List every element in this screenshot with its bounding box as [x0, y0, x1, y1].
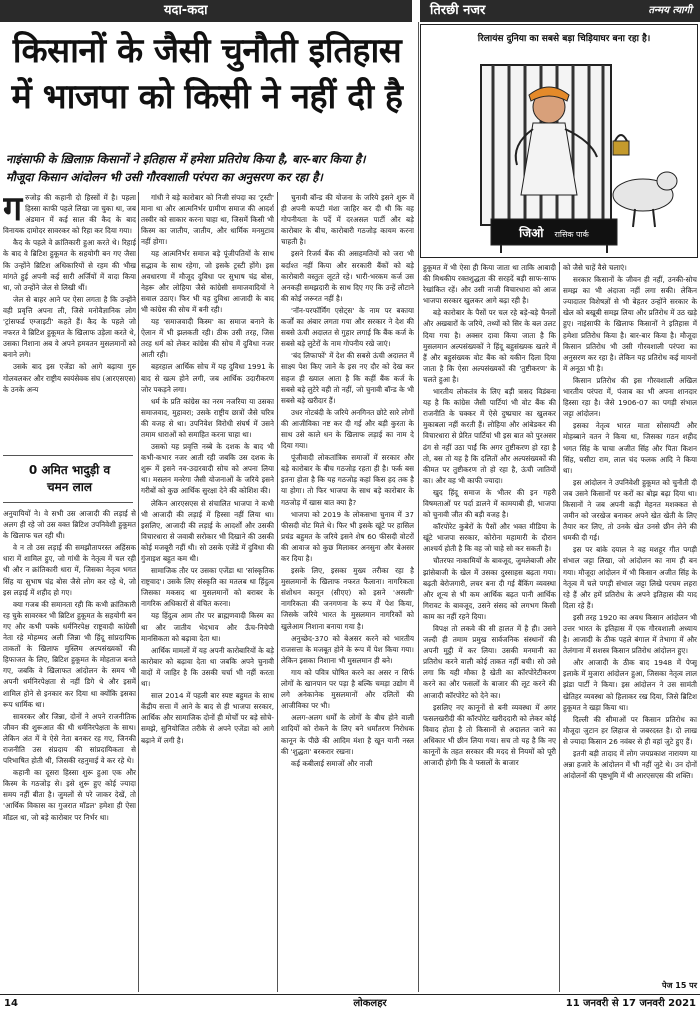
paragraph: इस आंदोलन ने उपनिवेशी हुकूमत को चुनौती दी जब उसने किसानों पर करों का बोझ बढ़ा दिया था। किसानों ने जब अपनी कड़ी मेहनत मशक्कत से जमीन को जरखेज बनाकर अपने खेत खेती के लिए तैयार कर लिए, तो उनके खेत उनसे छीन लेने की धमकी दी गई।	[563, 477, 697, 543]
divider	[3, 455, 133, 456]
paragraph: क्या गजब की समानता रही कि कभी क्रांतिकारी रह चुके सावरकर भी ब्रिटिश हुकूमत के सहयोगी बन गए और कभी पक्के धर्मनिरपेक्ष राष्ट्रवादी कांग्रेसी नेता रहे मोहम्मद अली जिन्ना भी हिंदू सांप्रदायिक ताकतों के खिलाफ मुस्लिम अल्पसंख्यकों की हिफाजत के लिए, ब्रिटिश हुकूमत के मोहताज बनते गए, जबकि वे खिलाफत आंदोलन के समय भी अपनी धर्मनिरपेक्षता से नहीं डिगे थे और इसमें शामिल होने से इनकार कर दिया था क्योंकि इसका रूप धार्मिक था।	[3, 599, 136, 709]
column-rule	[277, 192, 278, 992]
column-4	[423, 262, 556, 992]
paragraph: भारतीय लोकतंत्र के लिए बड़ी त्रासद विडंबना यह है कि कांग्रेस जैसी पार्टियां भी वोट बैंक की राजनीति के चक्कर में ऐसे दुष्प्रचार का खुलकर मुकाबला नहीं करती हैं। लोहिया और आंबेडकर की विचारधारा से प्रेरित पार्टियां भी इस बात को पुरअसर ढंग से नहीं उठा पाईं कि अगर तुष्टीकरण हो रहा है तो, बस तो यह है कि दलितों और अल्पसंख्यकों की कीमत पर तुष्टीकरण तो हो रहा है, ऊंची जातियों का। और वह भी काफी ज्यादा।	[423, 387, 556, 485]
paragraph: गांधी ने बड़े कारोबार को निजी संपदा का 'ट्रस्टी' माना था और आत्मनिर्भर ग्रामीण समाज की आदर्श तस्वीर को साकार करना चाहा था, जिसमें किसी भी किस्म का जातीय, जातीय, और धार्मिक मनमुटाव नहीं होगा।	[141, 193, 274, 247]
sign-word: जिओ	[519, 226, 544, 240]
headline-line-2: में भाजपा को किसी ने नहीं दी है	[11, 77, 403, 117]
paragraph: इसी तरह 1920 का अवध किसान आंदोलन भी उत्तर भारत के इतिहास में एक गौरवशाली अध्याय है। आजादी के ठीक पहले बंगाल में तेभागा में और तेलंगाना में सशस्त्र किसान प्रतिरोध आंदोलन हुए।	[563, 612, 697, 656]
paragraph: भाजपा को 2019 के लोकसभा चुनाव में 37 फीसदी वोट मिले थे। फिर भी इसके खूंटे पर हासिल प्रचंड बहुमत के जरिये इसने शेष 60 फीसदी वोटरों की आवाज को कुछ मिलाकर अनसुना और बेअसर कर दिया है।	[281, 509, 414, 563]
paragraph: साल 2014 में पहली बार स्पष्ट बहुमत के साथ केंद्रीय सत्ता में आने के बाद से ही भाजपा सरकार, आर्थिक और सामाजिक दोनों ही मोर्चों पर बड़े सोचे-समझे, सुनियोजित तरीके से अपने एजेंडा को आगे बढ़ाने में लगी है।	[141, 691, 274, 745]
paragraph: और आजादी के ठीक बाद 1948 में पेप्सू इलाके में मुजारा आंदोलन हुआ, जिसका नेतृत्व लाल झंडा पार्टी ने किया। इस आंदोलन ने उस सामंती खेतिहर व्यवस्था को हिलाकर रख दिया, जिसे ब्रिटिश हुकूमत ने खड़ा किया था।	[563, 658, 697, 712]
column-1-bottom	[3, 508, 136, 990]
byline-line-1: 0 अमित भादुड़ी व	[28, 463, 111, 477]
paragraph: आर्थिक मामलों में यह अपनी कारोबारियों के बड़े कारोबार को बढ़ावा देता था जबकि अपने चुनावी वादों में जाहिर है कि उसकी चर्चा भी नहीं करता था।	[141, 645, 274, 689]
page-headline	[0, 28, 414, 120]
paragraph: किसान प्रतिरोध की इस गौरवशाली अखिल भारतीय परंपरा में, पंजाब का भी अपना शानदार हिस्सा रहा है। जैसे 1906-07 का पगड़ी संभाल जट्टा आंदोलन।	[563, 375, 697, 419]
paragraph: खुद हिंदू समाज के भीतर की इन गहरी विषमताओं पर पर्दा डालने में कामयाबी ही, भाजपा को चुनावी जीत की बड़ी वजह है।	[423, 487, 556, 520]
publication-name: लोकलहर	[353, 998, 387, 1009]
paragraph: सावरकर और जिन्ना, दोनों ने अपने राजनीतिक जीवन की शुरूआत की थी धर्मनिरपेक्षता के साथ। लेकिन अंत में वे ऐसे नेता बनकर रह गए, जिनकी राजनीति उस संप्रदाय की सांप्रदायिकता से परिभाषित होती थी, जिसकी रहनुमाई वे कर रहे थे।	[3, 711, 136, 766]
paragraph: गाय को पवित्र घोषित करने का असर न सिर्फ लोगों के खानपान पर पड़ा है बल्कि चमड़ा उद्योग में लगे अनेकानेक मुसलमानों और दलितों की आजीविका पर भी।	[281, 667, 414, 711]
paragraph: इतनी बड़ी तादाद में लोग जयप्रकाश नारायण या अन्ना हजारे के आंदोलन में भी नहीं जुटे थे। उन दोनों आंदोलनों की पृष्ठभूमि में थी आरएसएस की शक्ति।	[563, 749, 697, 781]
paragraph: बहरहाल आर्थिक सोच में यह दुविधा 1991 के बाद से खत्म होने लगी, जब आर्थिक उदारीकरण जोर पकड़ने लगा।	[141, 362, 274, 394]
paragraph: अनुच्छेद-370 को बेअसर करने को भारतीय राजसत्ता के मजबूत होने के रूप में पेश किया गया। लेकिन इसका निशाना भी मुसलमान ही बने।	[281, 633, 414, 665]
column-2	[141, 192, 274, 992]
drop-cap: ग	[3, 192, 23, 229]
paragraph: उसको यह प्रवृत्ति नब्बे के दशक के बाद भी कभी-कभार नजर आती रही जबकि उस दशक के शुरू में इसने नव-उदारवादी सोच को अपना लिया था। मसलन मनरेगा जैसी योजनाओं के जरिये इसने गरीबों को कुछ आर्थिक सुरक्षा देने की कोशिश की।	[141, 442, 274, 496]
paragraph: 'नॉन-परफॉर्मिंग एसेट्स' के नाम पर बकाया कर्जों का अंबार लगता गया और सरकार ने देश की सबसे ऊंची अदालत से गुहार लगाई कि बैंक कर्ज के सबसे बड़े लुटेरों के नाम गोपनीय रखे जाएं।	[281, 305, 414, 349]
column-5	[563, 262, 697, 978]
byline-line-2: चमन लाल	[46, 480, 92, 494]
column-rule	[418, 22, 419, 992]
paragraph: को जैसे चाहें वैसे चलाएं।	[563, 263, 627, 272]
cartoon-caption: रिलायंस दुनिया का सबसे बड़ा चिड़ियाघर बना रहा है।	[477, 34, 651, 44]
paragraph: यह हिंदुत्व आम तौर पर ब्राह्मणवादी किस्म का था और जातीय भेदभाव और ऊँच-निचेपी मानसिकता को बढ़ावा देता था।	[141, 611, 274, 643]
paragraph: कॉरपोरेट कुबेरों के पैसों और भक्त मीडिया के खूंटे भाजपा सरकार, कोरोना महामारी के दौरान आश्चर्य होती है कि वह जो चाहे सो कर सकती है।	[423, 522, 556, 554]
section-label: यदा-कदा	[164, 3, 208, 18]
section-bar-left	[0, 0, 412, 22]
paragraph: सामाजिक तौर पर उसका एजेंडा था 'सांस्कृतिक राष्ट्रवाद'। उसके लिए संस्कृति का मतलब था हिंदुत्व जिसका मकसद था मुसलमानों को बराबर के नागरिक अधिकारों से वंचित करना।	[141, 566, 274, 609]
paragraph: हुकूमत में भी ऐसा ही किया जाता था ताकि आबादी की मिथकीय रक्तशुद्धता की सरहदें बड़ी साफ-साफ रेखांकित रहें। और उसी नाजी विचारधारा को आज भाजपा सरकार खुलकर आगे बढ़ा रही है।	[423, 263, 556, 306]
cartoon-sign	[491, 219, 617, 245]
intro-line-2: मौजूदा किसान आंदोलन भी उसी गौरवशाली परंपरा का अनुसरण कर रहा है।	[6, 170, 323, 184]
paragraph: बड़े कारोबार के पैसों पर चल रहे बड़े-बड़े चैनलों और अखबारों के जरिये, तथ्यों को सिर के बल उलट दिया गया है। अक्सर दावा किया जाता है कि मुसलमान अल्पसंख्यकों ने हिंदू बहुसंख्यक खतरे में हैं और बहुसंख्यक वोट बैंक को यकीन दिला दिया जाता है कि ऐसा अल्पसंख्यकों की 'तुष्टीकरण' के चलते हुआ है।	[423, 308, 556, 384]
paragraph: जेल से बाहर आने पर ऐसा लगता है कि उन्होंने वही प्रवृत्ति अपना ली, जिसे मनोवैज्ञानिक लोग 'ट्रांसफर्ड एग्जाइटी' कहते हैं। कैद के पहले जो नफरत वे ब्रिटिश हुकूमत के खिलाफ उड़ेला करते थे, उसका निशाना अब वे अपने हमवतन मुसलमानों को बनाने लगे।	[3, 294, 136, 360]
headline-line-1: किसानों के जैसी चुनौती इतिहास	[12, 31, 402, 71]
paragraph: लेकिन आरएसएस से संचालित भाजपा ने कभी भी आजादी की लड़ाई में हिस्सा नहीं लिया था। इसलिए, आजादी की लड़ाई के आदर्शों और उसकी विचारधारा से जवाबी सरोकार भी दिखाने की उसकी कोई मजबूरी नहीं थी। सो उसके एजेंडे में दुविधा की गुंजाइश बहुत कम थी।	[141, 498, 274, 563]
paragraph: कहानी का दूसरा हिस्सा शुरू हुआ एक और किस्म के गठजोड़ से। इसे शुरू हुए कोई ज्यादा समय नहीं बीता है। जुमलों से परे जाकर देखें, तो 'आर्थिक विकास का गुजरात मॉडल' हमेशा ही ऐसा मॉडल था, जो बड़े कारोबार पर निर्भर था।	[3, 768, 136, 822]
divider	[3, 502, 133, 503]
paragraph: पूंजीवादी लोकतांत्रिक समाजों में सरकार और बड़े कारोबार के बीच गठजोड़ रहता ही है। फर्क बस इतना होता है कि यह गठजोड़ कहां किस हद तक है या होगा। तो फिर भाजपा के साथ बड़े कारोबार के गठजोड़ में खास बात क्या है?	[281, 453, 414, 507]
paragraph: वे न तो उस लड़ाई की समझौतापरस्त अहिंसक धारा में शामिल हुए, जो गांधी के नेतृत्व में चल रही थी और न क्रांतिकारी धारा में, जिसका नेतृत्व भगत सिंह या सुभाष चंद्र बोस जैसे लोग कर रहे थे, जो इस लड़ाई में शहीद हो गए।	[3, 543, 136, 597]
column-3	[281, 192, 414, 992]
column-rule	[138, 192, 139, 992]
intro-line-1: नाइंसाफी के ख़िलाफ़ किसानों ने इतिहास में हमेशा प्रतिरोध किया है, बार-बार किया है।	[6, 152, 366, 166]
paragraph: इसका नेतृत्व भारत माता सोसायटी और मोहब्बाने वतन ने किया था, जिसका गठन शहीद भगत सिंह के चाचा अजीत सिंह और पिता किशन सिंह, घसीटा राम, लाल चंद फलक आदि ने किया था।	[563, 421, 697, 475]
section-label-right: तिरछी नजर	[430, 3, 486, 18]
paragraph: उधर नोटबंदी के जरिये अनगिनत छोटे सारे लोगों की आजीविका नष्ट कर दी गई और बड़ी कुरता के साथ उसे काले धन के खिलाफ लड़ाई का नाम दे दिया गया।	[281, 407, 414, 451]
issue-date: 11 जनवरी से 17 जनवरी 2021	[565, 998, 696, 1009]
footer-rule	[0, 994, 700, 995]
paragraph: इसलिए नए कानूनों से बनी व्यवस्था में अगर फसलखरीदी की कॉरपोरेट खरीददारी को लेकर कोई विवाद होता है तो किसानों से अदालत जाने का अधिकार भी छीन लिया गया। सच तो यह है कि नए कानूनों के तहत सरकार की मदद से नियमों को पूरी आजादी होगी कि वे फसलों के बाजार	[423, 702, 556, 768]
paragraph: रुजोड़ की कहानी दो हिस्सों में है। पहला हिस्सा काफी पहले लिखा जा चुका था, जब अंडमान में कई साल की कैद के बाद विनायक दामोदर सावरकर को रिहा कर दिया गया।	[3, 193, 136, 236]
paragraph: इसने रिजर्व बैंक की असहमतियों को जरा भी बर्दाश्त नहीं किया और सरकारी बैंकों को बड़े कारोबारी वस्तुतः लूटते रहे। भारी-भरकम कर्ज उस अनकही समझदारी के साथ दिए गए कि उन्हें लौटाने की कोई जरूरत नहीं है।	[281, 249, 414, 303]
column-rule	[559, 262, 560, 992]
paragraph: धर्म के प्रति कांग्रेस का नरम नजरिया या उसका समाजवाद, मुहावरा; उसके राष्ट्रीय छात्रों जैसे चरित्र की वजह से था। उपनिवेश विरोधी संघर्ष में उसने तमाम धाराओं को समाहित करना चाहा था।	[141, 396, 274, 439]
continued-note: पेज 15 पर	[662, 981, 697, 990]
paragraph: विपक्ष तो लकवे की सी हालत में है ही। उसने जल्दी ही तमाम प्रमुख सार्वजनिक संस्थानों की अपनी मुट्ठी में कर लिया। उसकी मनमानी का प्रतिरोध करने वाली कोई ताकत नहीं बची। सो उसे लगा कि यही मौका है खेती का कॉरपोरेटीकरण करने का और फसलों के बाजार की लूट करने की आजादी कॉरपोरेट को देने का।	[423, 624, 556, 700]
paragraph: कई कबीलाई समाजों और नाजी	[291, 758, 373, 768]
paragraph: कैद के पहले वे क्रांतिकारी हुआ करते थे। रिहाई के बाद वे ब्रिटिश हुकूमत के सहयोगी बन गए जैसा कि उन्होंने ब्रिटिश अधिकारियों से रहम की भीख मांगते हुई अपनी कई सारी अर्जियों में वादा किया था, जो उन्होंने जेल से लिखी थीं।	[3, 238, 136, 292]
byline	[3, 462, 136, 496]
paragraph: चौतरफा नाकामियों के बावजूद, जुमलेबाजी और झांसेबाजी के खेल में उसका दुस्साहस बढ़ता गया। बढ़ती बेरोजगारी, लचर बना दी गई बैंकिंग व्यवस्था और शून्य से भी कम आर्थिक बढ़त पानी आर्थिक गिरावट के बावजूद, उसने संसद को लगभग किसी काम का नहीं रहने दिया।	[423, 556, 556, 621]
paragraph: अलग-अलग धर्मों के लोगों के बीच होने वाली शादियों को रोकने के लिए बने धर्मांतरण निरोधक कानून के पीछे की आदिम मंशा है खून यानी नस्ल की 'शुद्धता' बरकरार रखना।	[281, 713, 414, 756]
paragraph: दिल्ली की सीमाओं पर किसान प्रतिरोध का मौजूदा जुटान हर लिहाज से जबरदस्त है। दो लाख से ज्यादा किसान 26 नवंबर से ही वहां जुटे हुए हैं।	[563, 714, 697, 746]
paragraph: इस पर बांके दयाल ने वह मशहूर गीत पगड़ी संभाल जट्टा लिखा, जो आंदोलन का नाम ही बन गया। मौजूदा आंदोलन में भी किसान अजीत सिंह के नेतृत्व में चले पगड़ी संभाल जट्टा लिखे परचम लहरा रहे हैं और हमें प्रतिरोध के अपने इतिहास की याद दिला रहे हैं।	[563, 545, 697, 610]
paragraph: अनुयायियों ने। वे सभी उस आजादी की लड़ाई से अलग ही रहे जो उस वक्त ब्रिटिश उपनिवेशी हुकूमत के खिलाफ चल रही थी।	[3, 509, 136, 541]
paragraph: उसके बाद इस एजेंडा को आगे बढ़ाया गुरु गोलवलकर और राष्ट्रीय स्वयंसेवक संघ (आरएसएस) के उनके अन्य	[3, 362, 136, 394]
paragraph: 'बंद लिफाफों' में देश की सबसे ऊंची अदालत में साक्ष्य पेश किए जाने के इस नए दौर को देख कर सहज ही ख्याल आता है कि कहीं बैंक कर्ज के सबसे बड़े लुटेरे वही तो नहीं, जो चुनावी बॉन्ड के भी सबसे बड़े खरीदार हैं।	[281, 351, 414, 405]
paragraph: चुनावी बॉन्ड की योजना के जरिये इसने शुरू में ही अपनी कपटी मंशा जाहिर कर दी थी कि वह गोपनीयता के पर्दे में दरअसल पार्टी और बड़े कारोबार के बीच, कारोबारी गठजोड़ कायम करना चाहती है।	[281, 193, 414, 247]
cartoonist-name: तन्मय त्यागी	[648, 5, 692, 16]
paragraph: यह 'समाजवादी किस्म' का समाज बनाने के ऐलान में भी झलकती रही। ठीक उसी तरह, जिस तरह धर्म को लेकर कांग्रेस की सोच में दुविधा नजर आती रही।	[141, 317, 274, 360]
paragraph: सरकार किसानों के जीवन ही नहीं, उनकी-सोच समझ का भी अंदाजा नहीं लगा सकी। लेकिन ज्यादातर विशेषज्ञों से भी बेहतर उन्होंने सरकार के खेल को बखूबी समझ लिया और प्रतिरोध में उठ खड़े हुए। नाइंसाफी के खिलाफ किसानों ने इतिहास में हमेशा प्रतिरोध किया है। बार-बार किया है। मौजूदा किसान प्रतिरोध भी उसी गौरवशाली परंपरा का अनुसरण कर रहा है। लेकिन यह प्रतिरोध कई मायनों में अनूठा भी है।	[563, 275, 697, 373]
column-1-top	[3, 192, 136, 444]
section-bar-right	[420, 0, 700, 22]
cartoon-panel	[420, 24, 698, 258]
sign-subword: रासिक पार्क	[554, 230, 589, 239]
page-number: 14	[4, 998, 18, 1009]
paragraph: यह आत्मनिर्भर समाज बड़े पूंजीपतियों के साथ सद्भाव के साथ रहेगा, जो इसके ट्रस्टी होंगे। इस अवधारणा में मौजूद दुविधा पर सुभाष चंद्र बोस, नेहरू और लोहिया जैसे कांग्रेसी समाजवादियों ने सवाल उठाए। फिर भी यह दुविधा आजादी के बाद भी कांग्रेस की सोच में बनी रही।	[141, 249, 274, 314]
intro-deck	[6, 150, 418, 186]
paragraph: इसके लिए, इसका मुख्य तरीका रहा है मुसलमानों के खिलाफ नफरत फैलाना। नागरिकता संशोधन कानून (सीएए) को इसने 'असली' नागरिकता की जनगणना के रूप में पेश किया, जिसके जरिये भारत के मुसलमान नागरिकों को खुलेआम निशाना बनाया गया है।	[281, 566, 414, 631]
